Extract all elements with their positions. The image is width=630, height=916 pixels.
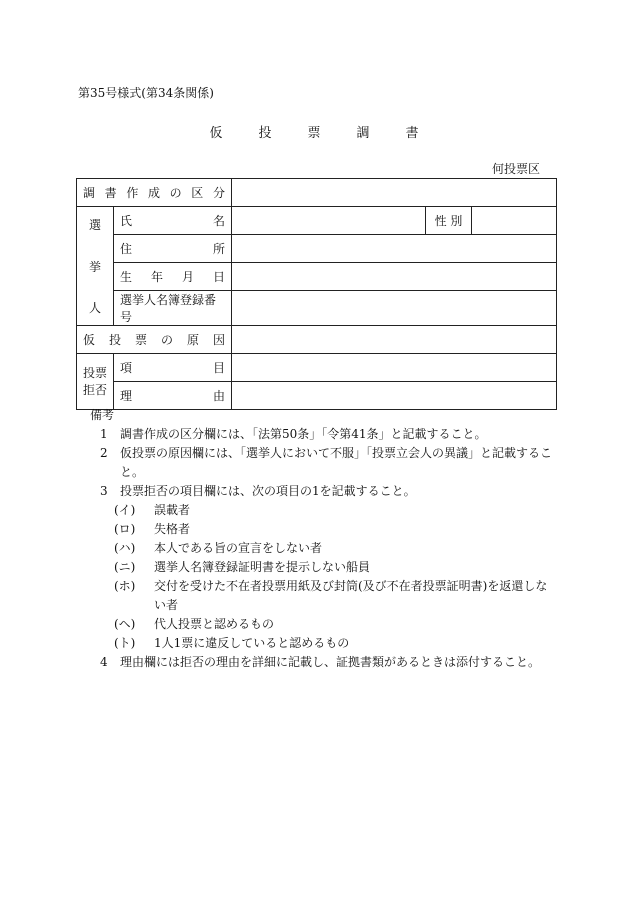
gender-label: 性 別 [426, 207, 472, 235]
note-sub-item: (ハ) 本人である旨の宣言をしない者 [114, 541, 323, 555]
note-sub-item: (ロ) 失格者 [114, 522, 191, 536]
name-field[interactable] [232, 207, 426, 235]
provisional-reason-field[interactable] [232, 326, 557, 354]
note-item: 2 仮投票の原因欄には、「選挙人において不服」「投票立会人の異議」と記載すること。 [100, 446, 553, 479]
note-sub-item: (イ) 誤載者 [114, 503, 191, 517]
notes-header: 備考 [90, 408, 115, 422]
district-label: 何投票区 [491, 162, 540, 176]
refusal-side-label: 投票 拒否 [77, 354, 114, 410]
note-sub-item: (ヘ) 代人投票と認めるもの [114, 617, 275, 631]
registry-number-field[interactable] [232, 291, 557, 326]
note-item: 4 理由欄には拒否の理由を詳細に記載し、証拠書類があるときは添付すること。 [100, 655, 541, 669]
title-char: 調 [356, 126, 372, 141]
address-label: 住 所 [114, 235, 232, 263]
row-name [77, 207, 557, 235]
refusal-item-label: 項 目 [114, 354, 232, 382]
voter-side-label: 選 挙 人 [77, 207, 114, 326]
category-label: 調 書 作 成 の 区 分 [77, 179, 232, 207]
row-provisional-reason [77, 326, 557, 354]
registry-number-label: 選挙人名簿登録番号 [114, 291, 232, 326]
birthdate-field[interactable] [232, 263, 557, 291]
note-sub-item: (ニ) 選挙人名簿登録証明書を提示しない船員 [114, 560, 371, 574]
row-category [77, 179, 557, 207]
provisional-reason-label: 仮 投 票 の 原 因 [77, 326, 232, 354]
row-refusal-item [77, 354, 557, 382]
category-field[interactable] [232, 179, 557, 207]
name-label: 氏 名 [114, 207, 232, 235]
notes-section [84, 406, 554, 672]
refusal-reason-label: 理 由 [114, 382, 232, 410]
row-address [77, 235, 557, 263]
title-char: 票 [307, 126, 323, 141]
form-table [76, 178, 557, 410]
title-char: 仮 [209, 126, 225, 141]
note-sub-item: (ト) 1人1票に違反していると認めるもの [114, 636, 350, 650]
birthdate-label: 生 年 月 日 [114, 263, 232, 291]
note-sub-item: (ホ) 交付を受けた不在者投票用紙及び封筒(及び不在者投票証明書)を返還しない者 [114, 579, 548, 612]
title-char: 書 [405, 126, 421, 141]
row-registry [77, 291, 557, 326]
note-item: 3 投票拒否の項目欄には、次の項目の1を記載すること。 [100, 484, 416, 498]
refusal-item-field[interactable] [232, 354, 557, 382]
title-char: 投 [258, 126, 274, 141]
form-number-label: 第35号様式(第34条関係) [78, 86, 214, 100]
note-item: 1 調書作成の区分欄には、「法第50条」「令第41条」と記載すること。 [100, 427, 487, 441]
address-field[interactable] [232, 235, 557, 263]
gender-field[interactable] [472, 207, 557, 235]
document-title [0, 122, 630, 141]
row-birthdate [77, 263, 557, 291]
